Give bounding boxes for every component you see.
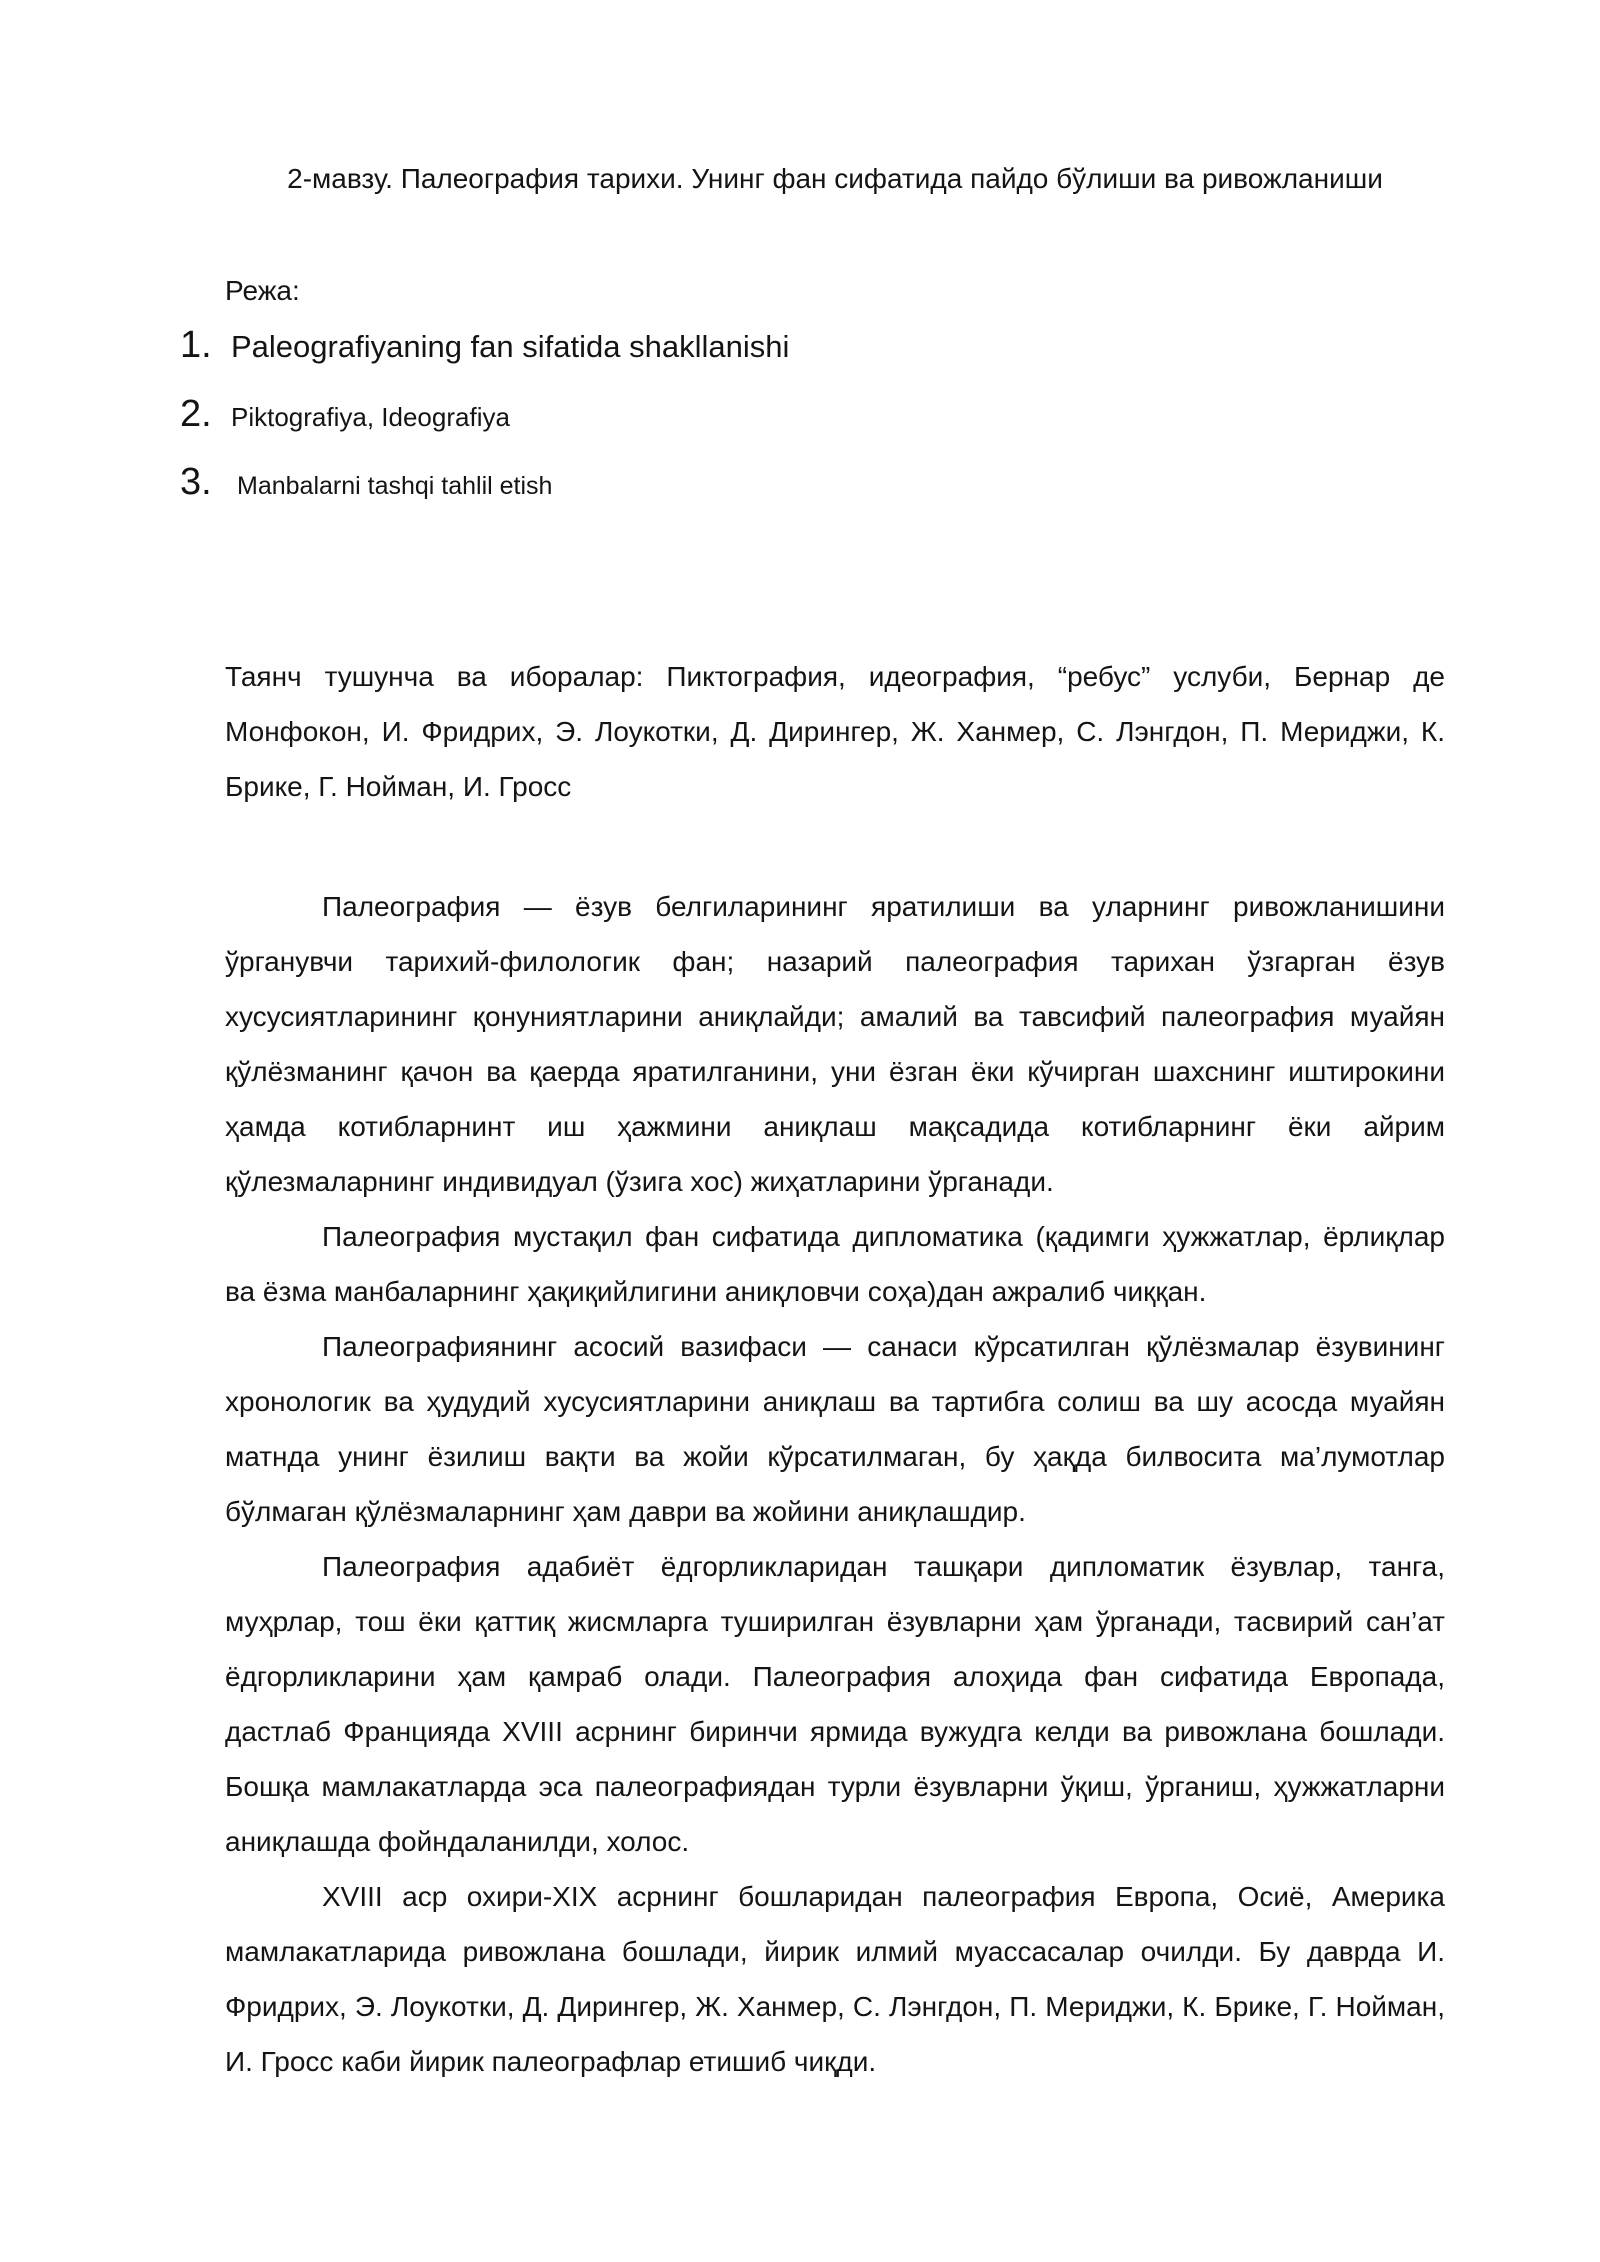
list-item-text: Manbalarni tashqi tahlil etish	[237, 472, 553, 500]
plan-list	[180, 318, 1445, 514]
page-title: 2-мавзу. Палеография тарихи. Унинг фан сифатида пайдо бўлиши ва ривожланиши	[287, 163, 1383, 194]
list-item	[180, 455, 1445, 514]
body-paragraph: Палеография мустақил фан сифатида дипломатика (қадимги ҳужжатлар, ёрлиқлар ва ёзма манбаларнинг ҳақиқийлигини аниқловчи соҳа)дан ажралиб чиққан.	[225, 1221, 1445, 1307]
list-item	[180, 387, 1445, 445]
list-item-number: 3.	[180, 461, 212, 503]
body-paragraph: XVIII аср охири-XIX асрнинг бошларидан палеография Европа, Осиё, Америка мамлакатларида ривожлана бошлади, йирик илмий муассасалар очилди. Бу даврда И. Фридрих, Э. Лоукотки, Д. Дирингер, Ж. Ханмер, С. Лэнгдон, П. Мериджи, К. Брике, Г. Нойман, И. Гросс каби йирик палеографлар етишиб чиқди.	[225, 1881, 1445, 2077]
list-item-number: 1.	[180, 324, 212, 366]
list-item-number: 2.	[180, 393, 212, 435]
body-paragraph: Палеография адабиёт ёдгорликларидан ташқари дипломатик ёзувлар, танга, муҳрлар, тош ёки қаттиқ жисмларга туширилган ёзувларни ҳам ўрганади, тасвирий сан’ат ёдгорликларини ҳам қамраб олади. Палеография алоҳида фан сифатида Европада, дастлаб Францияда XVIII асрнинг биринчи ярмида вужудга келди ва ривожлана бошлади. Бошқа мамлакатларда эса палеографиядан турли ёзувларни ўқиш, ўрганиш, ҳужжатларни аниқлашда фойндаланилди, холос.	[225, 1551, 1445, 1857]
list-item	[180, 318, 1445, 374]
body-text	[225, 879, 1445, 2089]
body-paragraph: Палеографиянинг асосий вазифаси — санаси кўрсатилган қўлёзмалар ёзувининг хронологик ва ҳудудий хусусиятларини аниқлаш ва тартибга солиш ва шу асосда муайян матнда унинг ёзилиш вақти ва жойи кўрсатилмаган, бу ҳақда билвосита ма’лумотлар бўлмаган қўлёзмаларнинг ҳам даври ва жойини аниқлашдир.	[225, 1331, 1445, 1527]
list-item-text: Piktografiya, Ideografiya	[231, 402, 510, 432]
keywords-paragraph: Таянч тушунча ва иборалар: Пиктография, идеография, “ребус” услуби, Бернар де Монфокон, И. Фридрих, Э. Лоукотки, Д. Дирингер, Ж. Ханмер, С. Лэнгдон, П. Мериджи, К. Брике, Г. Нойман, И. Гросс	[225, 661, 1445, 802]
list-item-text: Paleografiyaning fan sifatida shakllanishi	[231, 329, 790, 364]
plan-label: Режа:	[225, 275, 300, 306]
body-paragraph: Палеография — ёзув белгиларининг яратилиши ва уларнинг ривожланишини ўрганувчи тарихий-филологик фан; назарий палеография тарихан ўзгарган ёзув хусусиятларининг қонуниятларини аниқлайди; амалий ва тавсифий палеография муайян қўлёзманинг қачон ва қаерда яратилганини, уни ёзган ёки кўчирган шахснинг иштирокини ҳамда котибларнинт иш ҳажмини аниқлаш мақсадида котибларнинг ёки айрим қўлезмаларнинг индивидуал (ўзига хос) жиҳатларини ўрганади.	[225, 891, 1445, 1197]
